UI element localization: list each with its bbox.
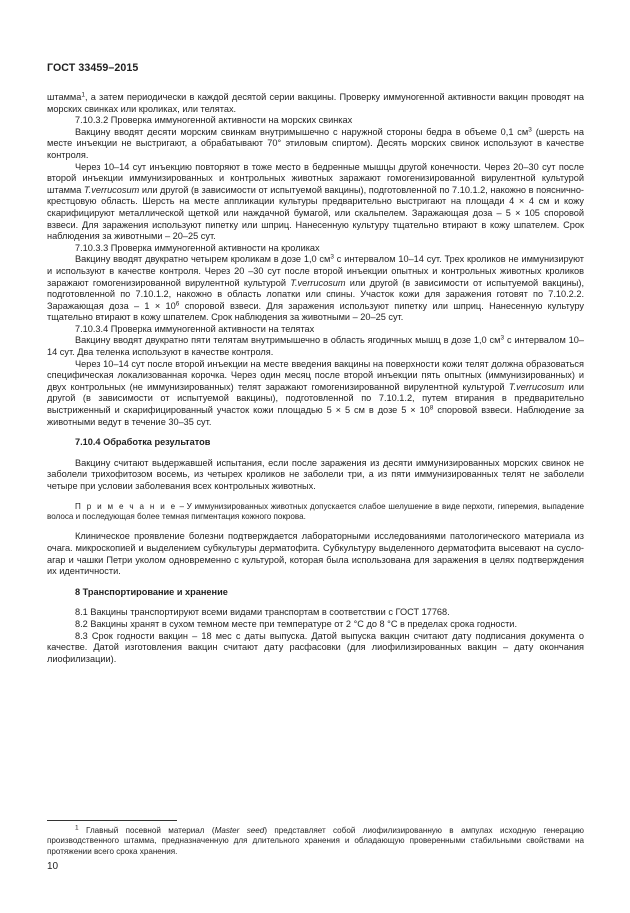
paragraph-8-1: 8.1 Вакцины транспортируют всеми видами транспортам в соответствии с ГОСТ 17768. bbox=[75, 607, 450, 618]
footnote-marker: 1 bbox=[81, 91, 85, 99]
subsection-title-calves: 7.10.3.4 Проверка иммуногенной активности на телятах bbox=[75, 323, 315, 334]
note-label: П р и м е ч а н и е bbox=[75, 501, 177, 511]
paragraph-calves-injection: Вакцину вводят двукратно пяти телятам внутримышечно в область ягодичных мышц в дозе 1,0 $см^3$ с интервалом 10–14 сут. Два теленка используют в качестве контроля. bbox=[47, 334, 584, 358]
subsection-title-rabbits: 7.10.3.3 Проверка иммуногенной активности на кроликах bbox=[75, 242, 320, 253]
section-heading-transport: 8 Транспортирование и хранение bbox=[75, 586, 228, 597]
paragraph-calves-infection: Через 10–14 сут после второй инъекции на месте введения вакцины на поверхности кожи телят должна образоваться специфическая локализованная корочка. Через один месяц после второй инъекции пять опытных (иммунизированных) и двух контрольных (не иммунизированных) телят заражают гомогенизированной вирулентной культурой T.verrucosum или другой (в зависимости от испытуемой вакцины), подготовленной по 7.10.1.2, путем втирания в предварительно выстриженный и скарифицированный участок кожи площадью 5 × 5 см в дозе $5 \times 10^8$ споровой взвеси. Наблюдение за животными ведут в течение 30–35 сут. bbox=[47, 358, 584, 427]
page-number: 10 bbox=[47, 861, 59, 872]
section-heading-results: 7.10.4 Обработка результатов bbox=[75, 437, 211, 448]
paragraph-guinea-pigs-injection: Вакцину вводят десяти морским свинкам внутримышечно с наружной стороны бедра в объеме 0,1 $см^3$ (шерсть на месте инъекции не выстригают, а обрабатывают 70° этиловым спиртом). Десять морских свинок используют в качестве контроля. bbox=[47, 126, 584, 160]
paragraph-guinea-pigs-infection: Через 10–14 сут инъекцию повторяют в тоже место в бедренные мышцы другой конечности. Через 20–30 сут после второй инъекции иммунизированных и контрольных животных заражают гомогенизированной вирулентной культурой штамма T.verrucosum или другой (в зависимости от испытуемой вакцины), подготовленной по 7.10.1.2, накожно в пояснично-крестцовую область. Шерсть на месте аппликации культуры предварительно выстригают на площади 4 × 4 см и кожу скарифицируют металлической щеткой или наждачной бумагой, или скальпелем. Заражающая доза – 5 × 105 споровой взвеси. Для заражения используют пипетку или шприц. Нанесенную культуру тщательно втирают в кожу шпателем. Срок наблюдения за животными – 20–25 сут. bbox=[47, 161, 584, 242]
footnote-number: 1 bbox=[75, 824, 79, 832]
page-body bbox=[47, 92, 584, 665]
footnote-divider bbox=[47, 820, 177, 821]
paragraph-8-2: 8.2 Вакцины хранят в сухом темном месте при температуре от 2 °С до 8 °С в пределах срока годности. bbox=[75, 618, 517, 629]
note: П р и м е ч а н и е – У иммунизированных животных допускается слабое шелушение в виде перхоти, гиперемия, выпадение волоса и последующая более темная пигментация кожного покрова. bbox=[47, 501, 584, 521]
footnote: $^1$ Главный посевной материал (Master seed) представляет собой лиофилизированную в ампулах исходную генерацию производственного штамма, предназначенную для длительного хранения и обладающую проверенными стабильными свойствами на протяжении всего срока хранения. bbox=[47, 824, 584, 856]
paragraph-clinical: Клиническое проявление болезни подтверждается лабораторными исследованиями патологического материала из очага. микроскопией и выделением субкультуры дерматофита. Субкультуру выделенного дерматофита высевают на сусло-агар и чашки Петри уколом одновременно с культурой, которая была использована для заражения в целях подтверждения их идентичности. bbox=[47, 531, 584, 577]
paragraph-rabbits: Вакцину вводят двукратно четырем кроликам в дозе 1,0 $см^3$ с интервалом 10–14 сут. Трех кроликов не иммунизируют и используют в качестве контроля. Через 20 –30 сут после второй инъекции опытных и контрольных животных кроликов заражают гомогенизированной вирулентной культурой T.verrucosum или другой (в зависимости от испытуемой вакцины), подготовленной по 7.10.1.2, накожно в область лопатки или спины. Участок кожи для заражения готовят по 7.10.2.2. Заражающая доза – $1 \times 10^6$ споровой взвеси. Для заражения используют пипетку или шприц. Нанесенную культуру тщательно втирают в кожу шпателем. Срок наблюдения за животными – 20–25 сут. bbox=[47, 253, 585, 323]
paragraph-continuation: штамма$^1$, а затем периодически в каждой десятой серии вакцины. Проверку иммуногенной активности вакцин проводят на морских свинках или кроликах, или телятах. bbox=[47, 91, 584, 114]
document-code-header: ГОСТ 33459–2015 bbox=[47, 62, 139, 74]
paragraph-8-3: 8.3 Срок годности вакцин – 18 мес с даты выпуска. Датой выпуска вакцин считают дату подписания документа о качестве. Датой изготовления вакцин считают дату расфасовки (для лиофилизированных вакцин – дату окончания лиофилизации). bbox=[47, 630, 584, 664]
paragraph-results: Вакцину считают выдержавшей испытания, если после заражения из десяти иммунизированных морских свинок не заболели трихофитозом восемь, из четырех кроликов не заболели три, а из пяти иммунизированных телят не заболели четыре при условии заболевания всех контрольных животных. bbox=[47, 457, 584, 491]
subsection-title-guinea-pigs: 7.10.3.2 Проверка иммуногенной активности на морских свинках bbox=[75, 115, 353, 126]
